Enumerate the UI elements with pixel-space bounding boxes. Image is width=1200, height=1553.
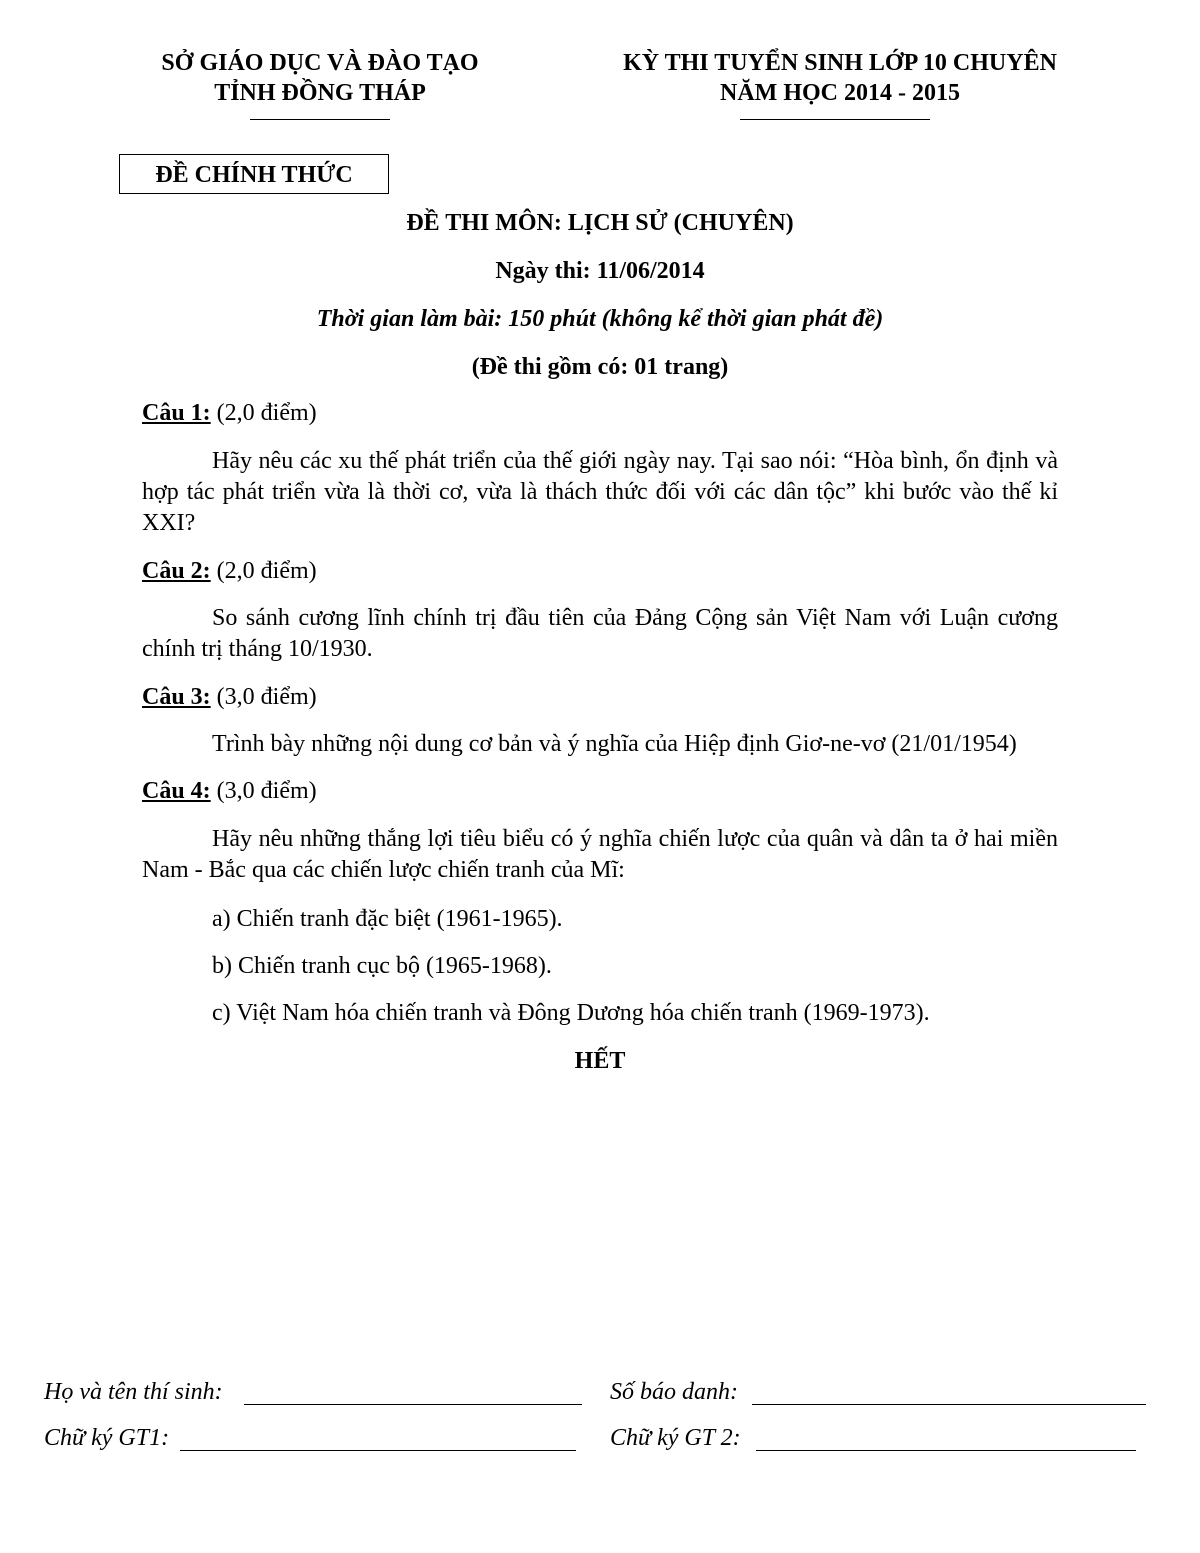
exam-subject: ĐỀ THI MÔN: LỊCH SỬ (CHUYÊN): [406, 210, 794, 236]
question-2-text: So sánh cương lĩnh chính trị đầu tiên của Đảng Cộng sản Việt Nam với Luận cương chính trị tháng 10/1930.: [142, 605, 1058, 662]
signature-1-label: Chữ ký GT1:: [44, 1425, 170, 1451]
header-left-rule: [250, 119, 390, 120]
header-right: [580, 48, 1100, 108]
question-1-text: Hãy nêu các xu thế phát triển của thế giới ngày nay. Tại sao nói: “Hòa bình, ổn định và hợp tác phát triển vừa là thời cơ, vừa là thách thức đối với các dân tộc” khi bước vào thế kỉ XXI?: [142, 448, 1058, 536]
question-1-label: Câu 1:: [142, 400, 211, 426]
signature-1-blank: [180, 1450, 576, 1451]
department-name: SỞ GIÁO DỤC VÀ ĐÀO TẠO: [161, 50, 479, 76]
official-exam-box: ĐỀ CHÍNH THỨC: [119, 154, 389, 194]
exam-duration: Thời gian làm bài: 150 phút (không kể thời gian phát đề): [316, 306, 884, 332]
candidate-number-blank: [752, 1404, 1146, 1405]
header-left: [120, 48, 520, 108]
header-right-rule: [740, 119, 930, 120]
question-2-label: Câu 2:: [142, 558, 211, 584]
exam-date: Ngày thi: 11/06/2014: [495, 258, 705, 284]
exam-page-count: (Đề thi gồm có: 01 trang): [471, 354, 729, 380]
province-name: TỈNH ĐỒNG THÁP: [214, 80, 426, 106]
question-3-points: (3,0 điểm): [216, 684, 317, 710]
question-3-label: Câu 3:: [142, 684, 211, 710]
question-4-heading: [142, 776, 317, 806]
question-1-points: (2,0 điểm): [216, 400, 317, 426]
question-1-heading: [142, 398, 317, 428]
candidate-name-label: Họ và tên thí sinh:: [44, 1379, 223, 1405]
question-4-points: (3,0 điểm): [216, 778, 317, 804]
question-4-item-a: a) Chiến tranh đặc biệt (1961-1965).: [212, 906, 563, 932]
question-4-item-c: c) Việt Nam hóa chiến tranh và Đông Dương hóa chiến tranh (1969-1973).: [212, 1000, 930, 1026]
question-3-text: Trình bày những nội dung cơ bản và ý nghĩa của Hiệp định Giơ-ne-vơ (21/01/1954): [212, 731, 1017, 757]
question-2-points: (2,0 điểm): [216, 558, 317, 584]
signature-2-blank: [756, 1450, 1136, 1451]
question-4-item-b: b) Chiến tranh cục bộ (1965-1968).: [212, 953, 552, 979]
signature-2-label: Chữ ký GT 2:: [610, 1425, 741, 1451]
exam-name: KỲ THI TUYỂN SINH LỚP 10 CHUYÊN: [623, 50, 1057, 76]
question-3-heading: [142, 682, 317, 712]
question-4-text: Hãy nêu những thắng lợi tiêu biểu có ý nghĩa chiến lược của quân và dân ta ở hai miền Nam - Bắc qua các chiến lược chiến tranh của Mĩ:: [142, 826, 1058, 883]
candidate-name-blank: [244, 1404, 582, 1405]
question-2-heading: [142, 556, 317, 586]
school-year: NĂM HỌC 2014 - 2015: [720, 80, 960, 106]
end-marker: HẾT: [574, 1048, 626, 1074]
question-4-label: Câu 4:: [142, 778, 211, 804]
candidate-number-label: Số báo danh:: [610, 1379, 738, 1405]
